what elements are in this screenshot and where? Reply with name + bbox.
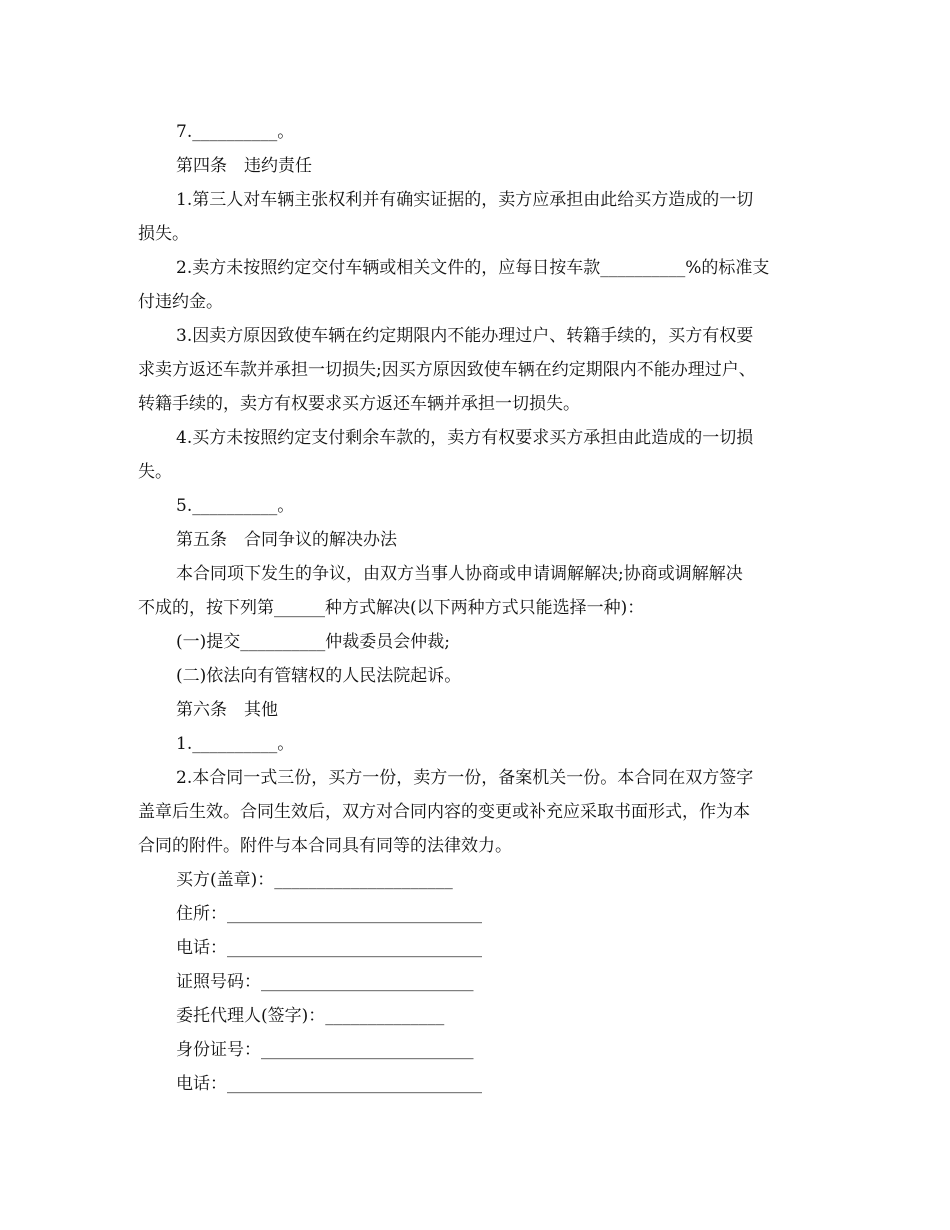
id-number-field: 身份证号：_________________________	[176, 1040, 474, 1060]
article-5-option-2: (二)依法向有管辖权的人民法院起诉。	[176, 666, 462, 686]
article-4-item-4-line-1: 4.买方未按照约定支付剩余车款的，卖方有权要求买方承担由此造成的一切损	[176, 428, 754, 448]
article-6-heading: 第六条 其他	[176, 700, 278, 720]
article-5-option-1: (一)提交__________仲裁委员会仲裁;	[176, 632, 450, 652]
article-6-item-2-line-1: 2.本合同一式三份，买方一份，卖方一份，备案机关一份。本合同在双方签字	[176, 768, 754, 788]
buyer-seal-field: 买方(盖章)：_____________________	[176, 870, 453, 890]
article-5-heading: 第五条 合同争议的解决办法	[176, 530, 397, 550]
buyer-address-field: 住所：______________________________	[176, 904, 482, 924]
license-number-field: 证照号码：_________________________	[176, 972, 474, 992]
article-4-item-2-line-2: 付违约金。	[138, 292, 223, 312]
article-4-item-3-line-3: 转籍手续的，卖方有权要求买方返还车辆并承担一切损失。	[138, 394, 580, 414]
clause-3-item-7: 7.__________。	[176, 122, 295, 142]
article-5-para-line-1: 本合同项下发生的争议，由双方当事人协商或申请调解解决;协商或调解解决	[176, 564, 743, 584]
article-6-item-1: 1.__________。	[176, 734, 295, 754]
article-4-item-5: 5.__________。	[176, 496, 295, 516]
article-4-item-3-line-2: 求卖方返还车款并承担一切损失;因买方原因致使车辆在约定期限内不能办理过户、	[138, 360, 756, 380]
article-4-item-1-line-2: 损失。	[138, 224, 189, 244]
article-4-item-2-line-1: 2.卖方未按照约定交付车辆或相关文件的，应每日按车款__________%的标准支	[176, 258, 770, 278]
buyer-phone-field: 电话：______________________________	[176, 938, 482, 958]
article-4-item-3-line-1: 3.因卖方原因致使车辆在约定期限内不能办理过户、转籍手续的，买方有权要	[176, 326, 754, 346]
document-page	[138, 115, 828, 1101]
article-4-heading: 第四条 违约责任	[176, 156, 312, 176]
article-6-item-2-line-3: 合同的附件。附件与本合同具有同等的法律效力。	[138, 836, 512, 856]
article-4-item-4-line-2: 失。	[138, 462, 172, 482]
article-4-item-1-line-1: 1.第三人对车辆主张权利并有确实证据的，卖方应承担由此给买方造成的一切	[176, 190, 754, 210]
agent-phone-field: 电话：______________________________	[176, 1074, 482, 1094]
article-5-para-line-2: 不成的，按下列第______种方式解决(以下两种方式只能选择一种)：	[138, 598, 645, 618]
agent-signature-field: 委托代理人(签字)：______________	[176, 1006, 445, 1026]
article-6-item-2-line-2: 盖章后生效。合同生效后，双方对合同内容的变更或补充应采取书面形式，作为本	[138, 802, 750, 822]
